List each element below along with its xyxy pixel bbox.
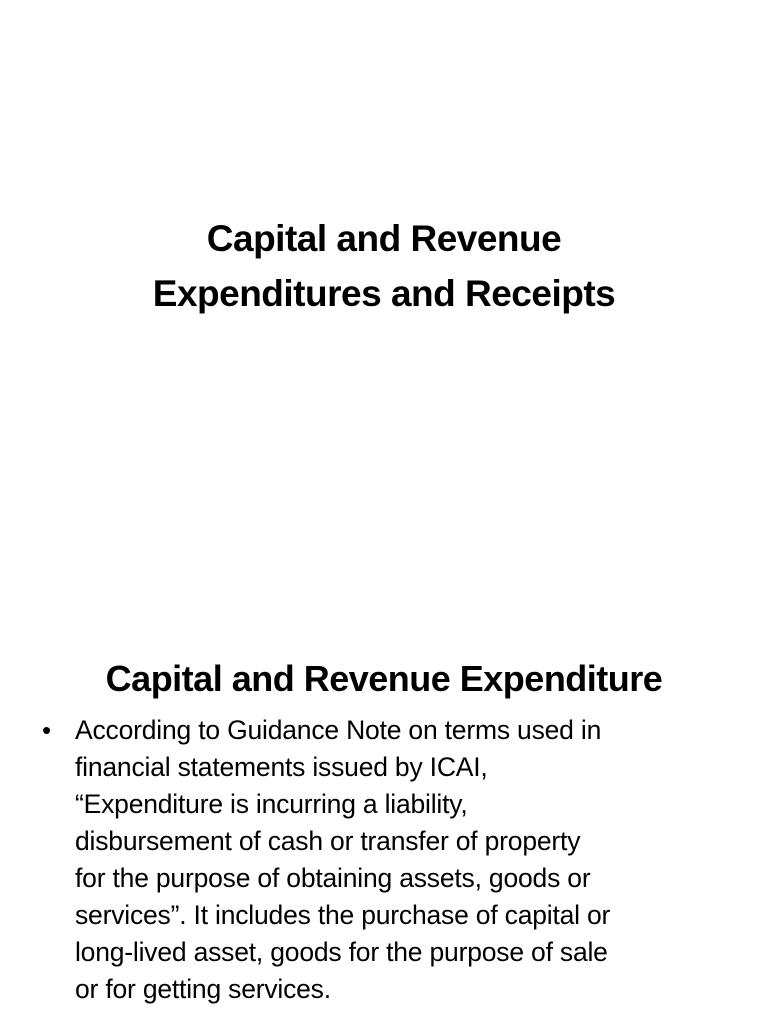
title-slide-heading <box>0 211 768 321</box>
bullet-item <box>42 712 742 1008</box>
bullet-line-8: or for getting services. <box>75 974 331 1004</box>
bullet-list <box>42 712 742 1008</box>
bullet-line-3: “Expenditure is incurring a liability, <box>75 789 468 819</box>
bullet-line-5: for the purpose of obtaining assets, goods or <box>75 863 591 893</box>
bullet-line-4: disbursement of cash or transfer of property <box>75 826 581 856</box>
content-slide <box>0 576 768 1024</box>
bullet-text <box>75 712 610 1008</box>
bullet-line-6: services”. It includes the purchase of capital or <box>75 900 611 930</box>
bullet-icon: • <box>42 715 52 745</box>
bullet-line-2: financial statements issued by ICAI, <box>75 752 488 782</box>
title-line-2: Expenditures and Receipts <box>152 272 616 314</box>
bullet-line-7: long-lived asset, goods for the purpose of sale <box>75 937 608 967</box>
title-line-1: Capital and Revenue <box>206 217 562 259</box>
bullet-line-1: According to Guidance Note on terms used in <box>75 715 602 745</box>
content-slide-heading: Capital and Revenue Expenditure <box>105 657 663 699</box>
